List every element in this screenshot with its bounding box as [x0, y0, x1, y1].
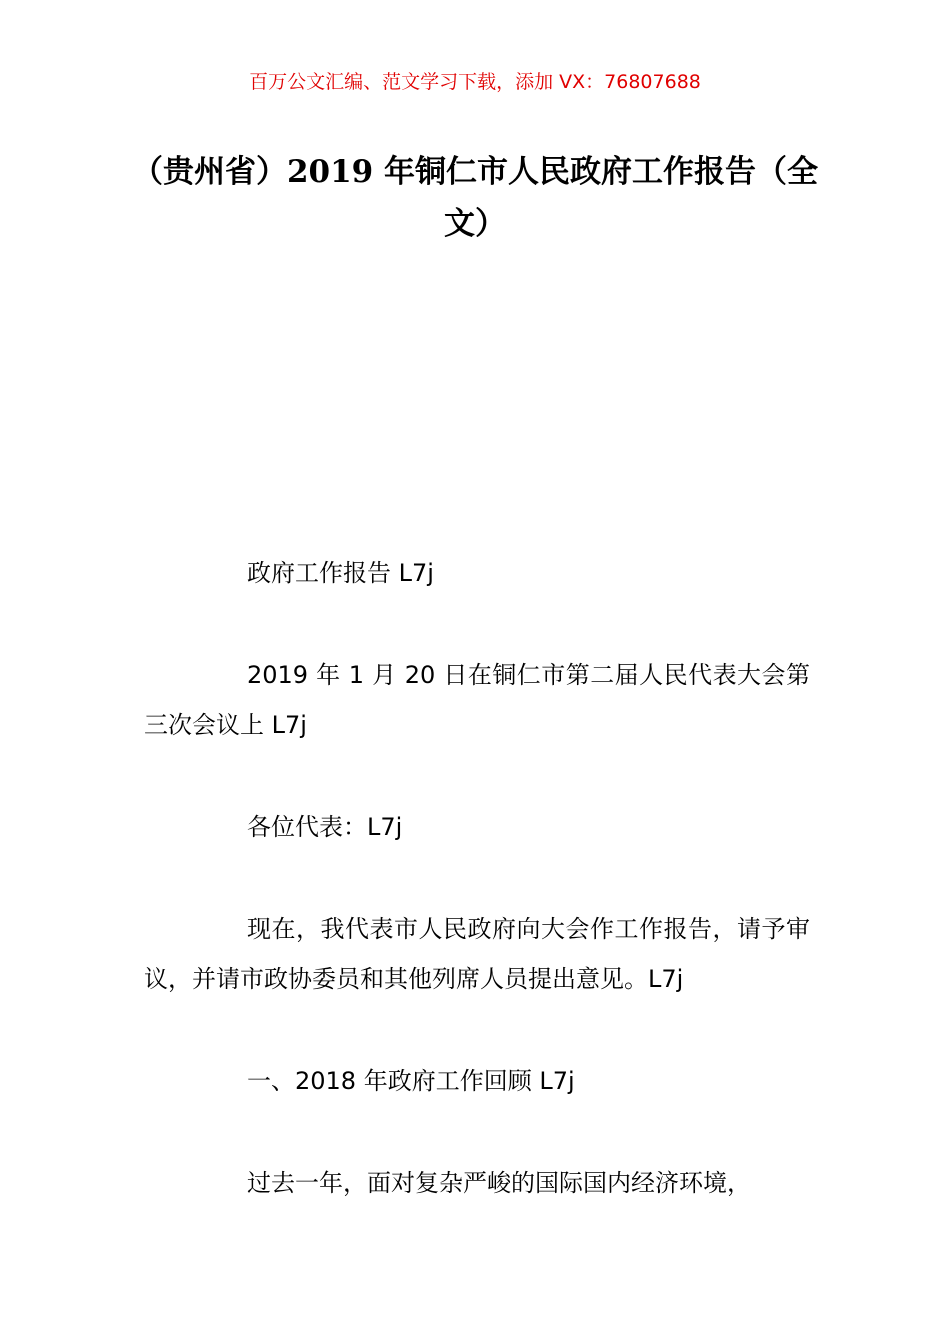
document-title: （贵州省）2019 年铜仁市人民政府工作报告（全文） [131, 154, 819, 242]
section-heading-review: 一、2018 年政府工作回顾 L7j [247, 1067, 575, 1095]
paragraph-intro: 现在，我代表市人民政府向大会作工作报告，请予审议，并请市政协委员和其他列席人员提出意见。L7j [144, 915, 810, 993]
watermark-header-note: 百万公文汇编、范文学习下载，添加 VX：76807688 [249, 71, 701, 93]
paragraph-meeting-date: 2019 年 1 月 20 日在铜仁市第二届人民代表大会第三次会议上 L7j [144, 661, 810, 739]
document-body [144, 548, 810, 1260]
paragraph-report-label: 政府工作报告 L7j [247, 559, 434, 587]
paragraph-salutation: 各位代表：L7j [247, 813, 403, 841]
paragraph-review-start: 过去一年，面对复杂严峻的国际国内经济环境， [247, 1169, 751, 1197]
